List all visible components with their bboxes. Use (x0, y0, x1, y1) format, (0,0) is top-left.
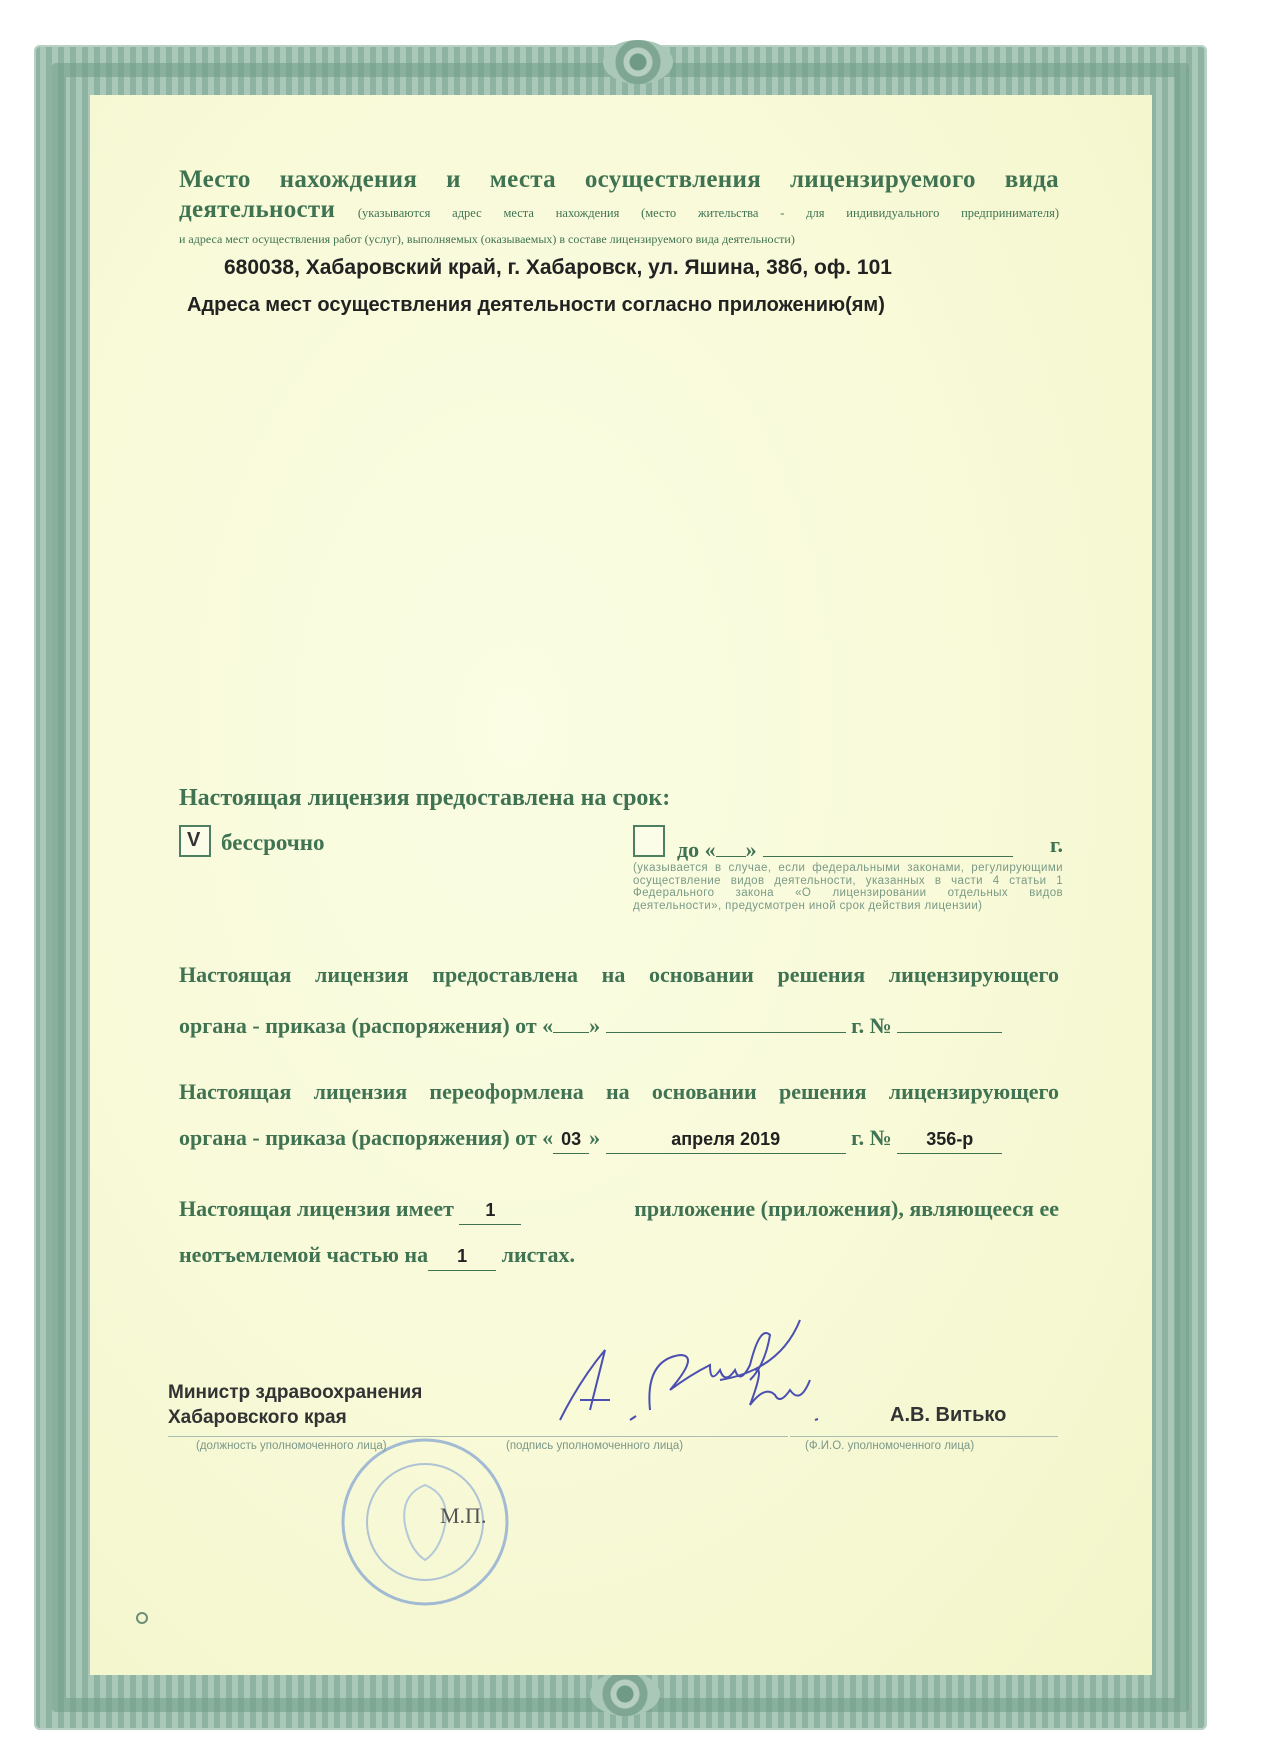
appendix-count: 1 (459, 1200, 521, 1225)
unlimited-checkbox[interactable] (179, 825, 211, 857)
section-title-line2 (179, 196, 1059, 224)
border-rosette-bottom (590, 1672, 660, 1716)
until-quote: » (745, 837, 757, 862)
until-prefix: до « (677, 837, 716, 862)
caption-name: (Ф.И.О. уполномоченного лица) (805, 1440, 975, 1452)
stamp-place-label: М.П. (440, 1503, 487, 1528)
sheets-count: 1 (428, 1246, 496, 1271)
granted-prefix: органа - приказа (распоряжения) от « (179, 1013, 554, 1038)
granted-line2 (179, 1008, 1059, 1039)
until-date-checkbox[interactable] (633, 825, 665, 857)
reissued-quote: » (589, 1125, 601, 1150)
position-line2: Хабаровского края (168, 1407, 347, 1428)
caption-signature: (подпись уполномоченного лица) (506, 1440, 684, 1452)
border-rosette-top (603, 40, 673, 84)
official-stamp (338, 1435, 513, 1610)
section-title-bold: деятельности (179, 196, 336, 223)
reissued-number-label: г. № (851, 1125, 892, 1150)
section-title-note-line3: и адреса мест осуществления работ (услуг), выполняемых (оказываемых) в составе лицензируемого вида деятельности) (179, 232, 795, 246)
signatory-position (168, 1380, 422, 1430)
addresses-note: Адреса мест осуществления деятельности согласно приложению(ям) (187, 294, 885, 316)
name-line (790, 1436, 1058, 1437)
reissued-number: 356-р (897, 1129, 1002, 1154)
granted-month-blank[interactable] (606, 1008, 846, 1033)
signature-line (528, 1436, 788, 1437)
until-month-blank[interactable] (763, 832, 1013, 857)
reissued-prefix: органа - приказа (распоряжения) от « (179, 1125, 554, 1150)
address-value: 680038, Хабаровский край, г. Хабаровск, ул. Яшина, 38б, оф. 101 (224, 256, 892, 279)
appendix-suffix: приложение (приложения), являющееся ее (634, 1196, 1059, 1221)
position-line (168, 1436, 528, 1437)
reissued-line1: Настоящая лицензия переоформлена на основании решения лицензирующего (179, 1079, 1059, 1104)
until-year-suffix: г. (1049, 832, 1063, 857)
granted-number-label: г. № (851, 1013, 892, 1038)
term-footnote: (указывается в случае, если федеральными законами, регулирующими осуществление видов деятельности, указанных в части 4 статьи 1 Федерального закона «О лицензировании отдельных видов деятельности», предусмотрен иной срок действия лицензии) (633, 862, 1063, 912)
reissued-line2 (179, 1125, 1059, 1154)
until-date-field (677, 832, 1063, 863)
sheets-suffix: листах. (501, 1242, 575, 1267)
reissued-month-year: апреля 2019 (606, 1129, 846, 1154)
sheets-prefix: неотъемлемой частью на (179, 1242, 429, 1267)
granted-line1: Настоящая лицензия предоставлена на основании решения лицензирующего (179, 962, 1059, 987)
appendix-prefix: Настоящая лицензия имеет (179, 1196, 454, 1221)
unlimited-label: бессрочно (221, 830, 325, 855)
signatory-name: А.В. Витько (890, 1404, 1007, 1426)
granted-quote: » (589, 1013, 601, 1038)
ornament-mark (136, 1612, 148, 1624)
reissued-day: 03 (553, 1129, 589, 1154)
section-title-note: (указываются адрес места нахождения (место жительства - для индивидуального предпринимателя) (357, 206, 1059, 220)
caption-position: (должность уполномоченного лица) (196, 1440, 387, 1452)
section-title: Место нахождения и места осуществления лицензируемого вида (179, 166, 1059, 193)
until-day-blank[interactable] (716, 832, 746, 857)
handwritten-signature (520, 1310, 870, 1440)
position-line1: Министр здравоохранения (168, 1382, 423, 1403)
granted-day-blank[interactable] (553, 1008, 589, 1033)
term-heading: Настоящая лицензия предоставлена на срок: (179, 785, 671, 811)
appendix-line2 (179, 1242, 575, 1271)
granted-number-blank[interactable] (897, 1008, 1002, 1033)
checkbox-mark: V (187, 829, 201, 851)
appendix-line1 (179, 1196, 1059, 1225)
